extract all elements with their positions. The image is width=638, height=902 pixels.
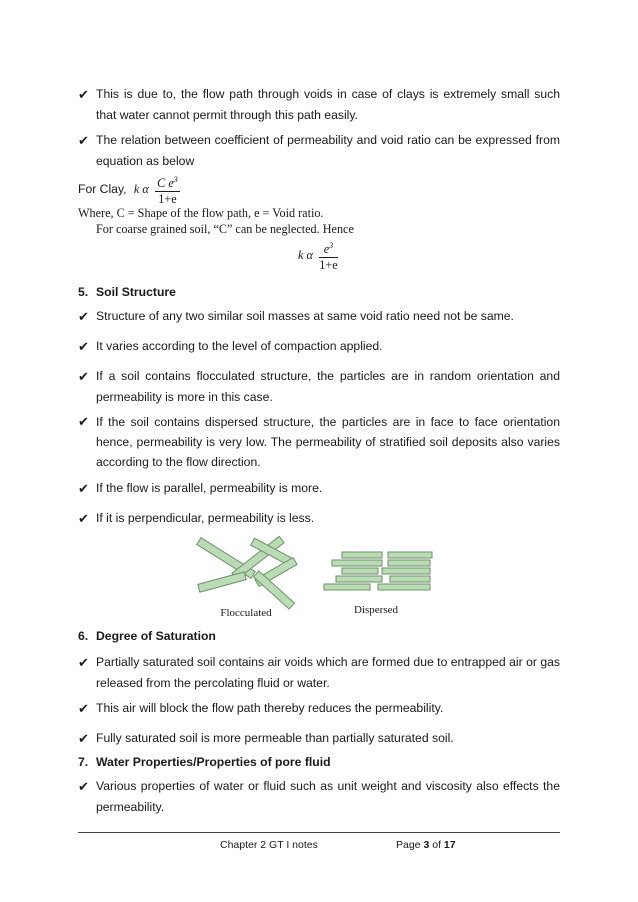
clay-formula-numerator: C e: [157, 176, 174, 191]
bullet-item: [78, 412, 560, 472]
bullet-text: This is due to, the flow path through voids in case of clays is extremely small such that water cannot permit through this path easily.: [96, 87, 560, 122]
section-heading: [78, 284, 176, 300]
check-icon: ✔: [78, 309, 89, 324]
page-prefix: Page: [396, 839, 424, 851]
footer-divider: [78, 832, 560, 833]
coarse-formula-exponent: 3: [329, 241, 334, 250]
check-icon: ✔: [78, 414, 89, 429]
coarse-text: For coarse grained soil, “C” can be neglected. Hence: [96, 222, 354, 236]
bullet-item: [78, 698, 560, 719]
bullet-text: Partially saturated soil contains air voids which are formed due to entrapped air or gas released from the percolating fluid or water.: [96, 655, 560, 690]
bullet-text: The relation between coefficient of permeability and void ratio can be expressed from equation as below: [96, 133, 560, 168]
section-heading: [78, 628, 216, 644]
flocculated-particles: [197, 536, 297, 609]
dispersed-particle: [388, 560, 430, 566]
bullet-text: Various properties of water or fluid such as unit weight and viscosity also effects the permeability.: [96, 779, 560, 814]
page-total: 17: [443, 839, 456, 851]
dispersed-particle: [382, 568, 430, 574]
bullet-text: If the soil contains dispersed structure, the particles are in face to face orientation hence, permeability is very low. The permeability of stratified soil deposits also varies according to the flow direction.: [96, 415, 560, 469]
dispersed-particle: [336, 576, 382, 582]
bullet-text: If it is perpendicular, permeability is less.: [96, 511, 315, 525]
bullet-item: [78, 508, 560, 529]
bullet-item: [78, 776, 560, 818]
coarse-formula-numerator: e: [323, 242, 330, 257]
clay-formula-fraction: [155, 172, 180, 207]
page-mid: of: [429, 839, 444, 851]
bullet-item: [78, 336, 560, 357]
check-icon: ✔: [78, 779, 89, 794]
dispersed-particle: [388, 552, 432, 558]
check-icon: ✔: [78, 731, 89, 746]
check-icon: ✔: [78, 87, 89, 102]
bullet-text: Structure of any two similar soil masses at same void ratio need not be same.: [96, 309, 514, 323]
dispersed-particle: [332, 560, 382, 566]
bullet-text: If a soil contains flocculated structure, the particles are in random orientation and permeability is more in this case.: [96, 369, 560, 404]
check-icon: ✔: [78, 511, 89, 526]
section-number: 7.: [78, 755, 89, 769]
dispersed-particles: [324, 552, 432, 590]
footer-page-number: [396, 839, 456, 851]
coarse-formula-fraction: [319, 238, 337, 273]
dispersed-particle: [324, 584, 370, 590]
page-current: 3: [423, 839, 430, 851]
bullet-item: [78, 366, 560, 408]
clay-formula-denominator: 1+e: [158, 192, 177, 207]
bullet-item: [78, 84, 560, 126]
coarse-formula-denominator: 1+e: [319, 258, 338, 273]
check-icon: ✔: [78, 369, 89, 384]
dispersed-label: Dispersed: [354, 604, 398, 616]
clay-formula-exponent: 3: [173, 175, 178, 184]
bullet-text: This air will block the flow path thereby reduces the permeability.: [96, 701, 444, 715]
bullet-item: [78, 652, 560, 694]
clay-formula-label: For Clay,: [78, 182, 127, 197]
where-text: Where, C = Shape of the flow path, e = Void ratio.: [78, 206, 324, 220]
bullet-item: [78, 728, 560, 749]
section-number: 5.: [78, 285, 89, 299]
section-title: Water Properties/Properties of pore fluid: [96, 755, 331, 769]
section-number: 6.: [78, 629, 89, 643]
check-icon: ✔: [78, 701, 89, 716]
bullet-text: It varies according to the level of compaction applied.: [96, 339, 383, 353]
footer-chapter: Chapter 2 GT I notes: [220, 839, 318, 851]
bullet-item: [78, 306, 560, 327]
bullet-item: [78, 130, 560, 172]
section-title: Degree of Saturation: [96, 629, 216, 643]
dispersed-particle: [342, 552, 382, 558]
check-icon: ✔: [78, 133, 89, 148]
soil-structure-figure: [196, 536, 442, 622]
dispersed-particle: [378, 584, 430, 590]
flocculated-label: Flocculated: [220, 607, 272, 619]
section-title: Soil Structure: [96, 285, 176, 299]
bullet-text: Fully saturated soil is more permeable than partially saturated soil.: [96, 731, 454, 745]
section-heading: [78, 754, 331, 770]
dispersed-particle: [342, 568, 378, 574]
check-icon: ✔: [78, 481, 89, 496]
check-icon: ✔: [78, 655, 89, 670]
dispersed-particle: [390, 576, 430, 582]
bullet-item: [78, 478, 560, 499]
coarse-formula-lhs: k α: [298, 248, 313, 263]
clay-formula: [78, 172, 180, 207]
coarse-formula: [298, 238, 338, 273]
bullet-text: If the flow is parallel, permeability is more.: [96, 481, 323, 495]
flocculated-particle: [198, 572, 246, 592]
clay-formula-lhs: k α: [133, 182, 149, 197]
check-icon: ✔: [78, 339, 89, 354]
